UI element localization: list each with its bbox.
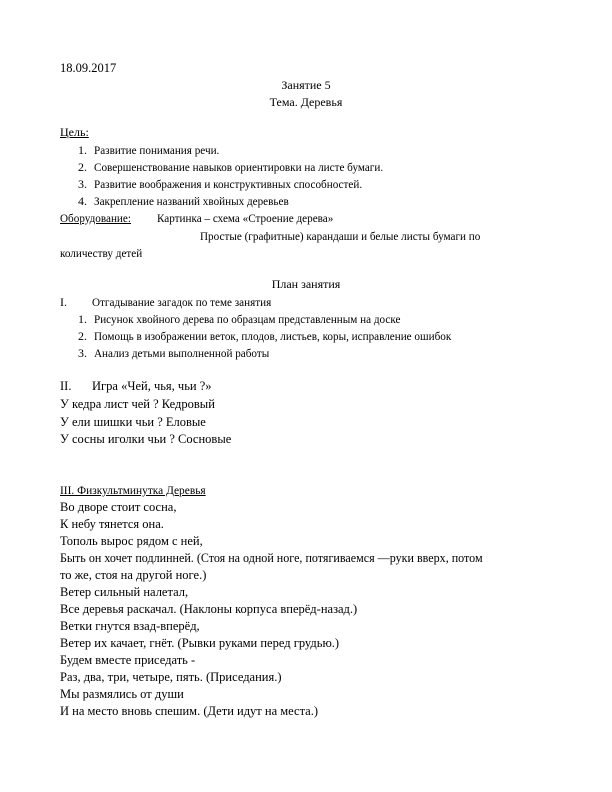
poem-line: Ветер их качает, гнёт. (Рывки руками перед грудью.) (60, 636, 340, 650)
poem-line: Ветер сильный налетал, (60, 585, 189, 599)
plan-step: Помощь в изображении веток, плодов, листьев, коры, исправление ошибок (94, 329, 452, 343)
poem-line: то же, стоя на другой ноге.) (60, 568, 207, 582)
lesson-title: Занятие 5 (281, 78, 331, 92)
plan-title: План занятия (271, 277, 341, 291)
goal-item: Развитие воображения и конструктивных способностей. (94, 177, 363, 191)
goal-number: 1. (78, 143, 87, 157)
lesson-topic: Тема. Деревья (269, 95, 343, 109)
section-title: Игра «Чей, чья, чьи ?» (92, 379, 212, 393)
poem-line: Во дворе стоит сосна, (60, 500, 177, 514)
goal-number: 2. (78, 160, 87, 174)
poem-line: Раз, два, три, четыре, пять. (Приседания.) (60, 670, 282, 684)
poem-line: Ветки гнутся взад-вперёд, (60, 619, 200, 633)
section-title: Отгадывание загадок по теме занятия (92, 295, 272, 309)
poem-line: Быть он хочет подлинней. (Стоя на одной ноге, потягиваемся —руки вверх, потом (60, 551, 483, 565)
section-title: III. Физкультминутка Деревья (60, 483, 206, 497)
game-line: У ели шишки чьи ? Еловые (60, 415, 206, 429)
plan-step-number: 3. (78, 346, 87, 360)
document-date: 18.09.2017 (60, 61, 117, 75)
section-number: I. (60, 295, 67, 309)
goal-item: Закрепление названий хвойных деревьев (94, 194, 289, 208)
goal-number: 3. (78, 177, 87, 191)
goals-label: Цель: (60, 125, 89, 139)
section-number: II. (60, 379, 72, 393)
plan-step-number: 1. (78, 312, 87, 326)
plan-step-number: 2. (78, 329, 87, 343)
equipment-item-continued: количеству детей (60, 246, 143, 260)
equipment-item: Картинка – схема «Строение дерева» (157, 211, 334, 225)
equipment-label: Оборудование: (60, 211, 131, 225)
poem-line: Все деревья раскачал. (Наклоны корпуса вперёд-назад.) (60, 602, 358, 616)
game-line: У кедра лист чей ? Кедровый (60, 397, 215, 411)
plan-step: Рисунок хвойного дерева по образцам представленным на доске (94, 312, 401, 326)
goal-number: 4. (78, 194, 87, 208)
poem-line: К небу тянется она. (60, 517, 164, 531)
plan-step: Анализ детьми выполненной работы (94, 346, 270, 360)
game-line: У сосны иголки чьи ? Сосновые (60, 432, 232, 446)
poem-line: Тополь вырос рядом с ней, (60, 534, 203, 548)
equipment-item: Простые (графитные) карандаши и белые листы бумаги по (200, 229, 481, 243)
poem-line: Будем вместе приседать - (60, 653, 196, 667)
goal-item: Совершенствование навыков ориентировки на листе бумаги. (94, 160, 384, 174)
poem-line: И на место вновь спешим. (Дети идут на места.) (60, 704, 319, 718)
poem-line: Мы размялись от души (60, 687, 184, 701)
goal-item: Развитие понимания речи. (94, 143, 220, 157)
